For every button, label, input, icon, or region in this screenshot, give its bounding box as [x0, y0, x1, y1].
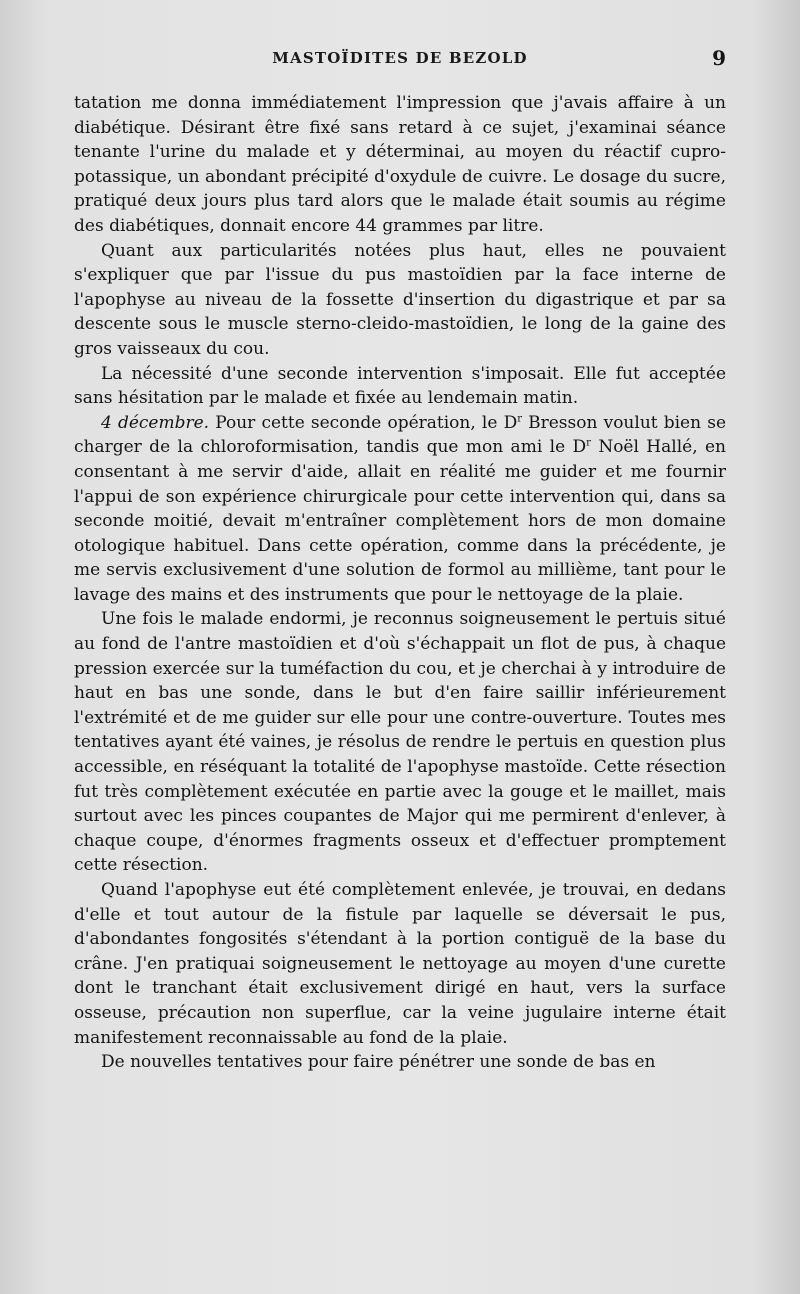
- paragraph-text: Pour cette seconde opération, le D: [209, 412, 518, 433]
- paragraph-dated: [74, 411, 726, 608]
- body-text: [74, 91, 726, 1075]
- paragraph-continuation: tatation me donna immédiatement l'impression que j'avais affaire à un diabétique. Désirant être fixé sans retard à ce sujet, j'examinai séance tenante l'urine du malade et y déterminai, au moyen du réactif cupro-potassique, un abondant précipité d'oxydule de cuivre. Le dosage du sucre, pratiqué deux jours plus tard alors que le malade était soumis au régime des diabétiques, donnait encore 44 grammes par litre.: [74, 93, 726, 236]
- paragraph: Une fois le malade endormi, je reconnus soigneusement le pertuis situé au fond de l'antre mastoïdien et d'où s'échappait un flot de pus, à chaque pression exercée sur la tuméfaction du cou, et je cherchai à y introduire de haut en bas une sonde, dans le but d'en faire saillir inférieurement l'extrémité et de me guider sur elle pour une contre-ouverture. Toutes mes tentatives ayant été vaines, je résolus de rendre le pertuis en question plus accessible, en réséquant la totalité de l'apophyse mastoïde. Cette résection fut très complètement exécutée en partie avec la gouge et le maillet, mais surtout avec les pinces coupantes de Major qui me permirent d'enlever, à chaque coupe, d'énormes fragments osseux et d'effectuer promptement cette résection.: [74, 609, 726, 876]
- abbreviation-superscript: r: [517, 413, 522, 425]
- paragraph: La nécessité d'une seconde intervention s'imposait. Elle fut acceptée sans hésitation par le malade et fixée au lendemain matin.: [74, 363, 726, 409]
- paragraph: Quand l'apophyse eut été complètement enlevée, je trouvai, en dedans d'elle et tout autour de la fistule par laquelle se déversait le pus, d'abondantes fongosités s'étendant à la portion contiguë de la base du crâne. J'en pratiquai soigneusement le nettoyage au moyen d'une curette dont le tranchant était exclusivement dirigé en haut, vers la surface osseuse, précaution non superflue, car la veine jugulaire interne était manifestement reconnaissable au fond de la plaie.: [74, 880, 726, 1048]
- page-header: [74, 46, 726, 73]
- paragraph-final-line: De nouvelles tentatives pour faire pénétrer une sonde de bas en: [101, 1052, 656, 1073]
- paragraph-text: Noël Hallé, en consentant à me servir d'aide, allait en réalité me guider et me fournir l'appui de son expérience chirurgicale pour cette intervention qui, dans sa seconde moitié, devait m'entraîner complètement hors de mon domaine otologique habituel. Dans cette opération, comme dans la précédente, je me servis exclusivement d'une solution de formol au millième, tant pour le lavage des mains et des instruments que pour le nettoyage de la plaie.: [74, 437, 726, 605]
- date-label: 4 décembre.: [101, 412, 210, 433]
- paragraph-text: Bresson voulut bien se charger de la chloroformisation, tandis que mon ami le D: [74, 412, 727, 458]
- running-title: MASTOÏDITES DE BEZOLD: [272, 49, 528, 67]
- paragraph: Quant aux particularités notées plus haut, elles ne pouvaient s'expliquer que par l'issue du pus mastoïdien par la face interne de l'apophyse au niveau de la fossette d'insertion du digastrique et par sa descente sous le muscle sterno-cleido-mastoïdien, le long de la gaine des gros vaisseaux du cou.: [74, 240, 726, 359]
- abbreviation-superscript: r: [586, 437, 591, 449]
- page-number: 9: [712, 46, 726, 70]
